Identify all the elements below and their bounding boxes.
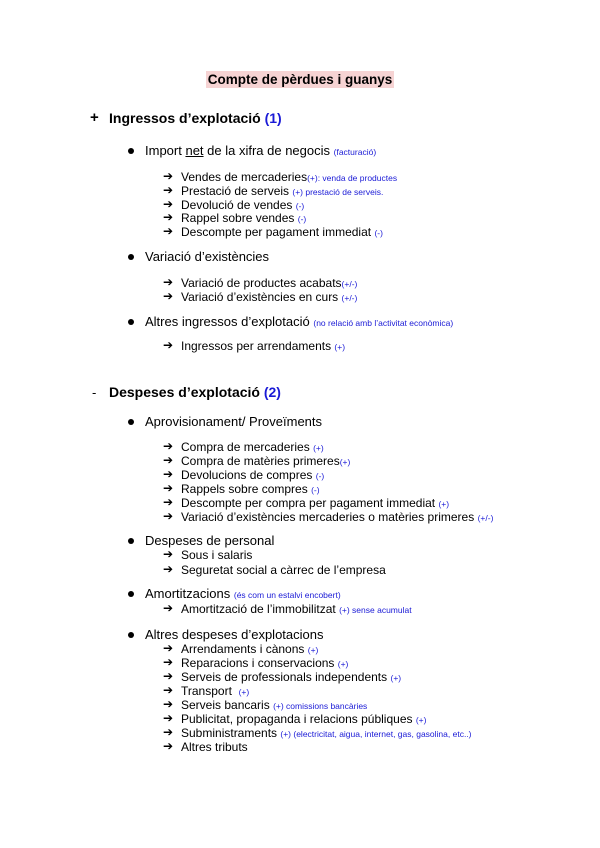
right-arrow-icon: ➔ xyxy=(163,197,174,211)
list-item-sign: (+) prestació de serveis. xyxy=(292,187,384,197)
list-item xyxy=(0,548,600,562)
list-item-sign: (+) (electricitat, aigua, internet, gas, gasolina, etc..) xyxy=(280,729,472,739)
list-item xyxy=(0,563,600,577)
list-item-label: Descompte per pagament immediat xyxy=(181,225,372,239)
right-arrow-icon: ➔ xyxy=(163,669,174,683)
list-item-text xyxy=(181,211,306,225)
list-item-label: Prestació de serveis xyxy=(181,184,290,198)
bullet-item xyxy=(0,249,600,267)
bullet-item xyxy=(0,414,600,432)
list-item-text xyxy=(181,670,401,684)
bullet-label-pre: Import xyxy=(145,143,186,158)
bullet-note: (facturació) xyxy=(333,147,377,157)
list-item-label: Variació d’existències mercaderies o matèries primeres xyxy=(181,510,475,524)
list-item-sign: (+) xyxy=(415,715,427,725)
list-item-text xyxy=(181,726,472,740)
right-arrow-icon: ➔ xyxy=(163,711,174,725)
list-item-text xyxy=(181,184,383,198)
right-arrow-icon: ➔ xyxy=(163,467,174,481)
list-item-text xyxy=(181,698,367,712)
list-item xyxy=(0,198,600,212)
right-arrow-icon: ➔ xyxy=(163,683,174,697)
list-item-label: Arrendaments i cànons xyxy=(181,642,305,656)
list-item xyxy=(0,468,600,482)
right-arrow-icon: ➔ xyxy=(163,481,174,495)
right-arrow-icon: ➔ xyxy=(163,697,174,711)
list-item-sign: (+) xyxy=(390,673,402,683)
bullet-label-text: Amortitzacions xyxy=(145,586,231,601)
minus-sign: - xyxy=(92,385,97,400)
list-item xyxy=(0,602,600,616)
list-item xyxy=(0,339,600,353)
list-item-sign: (+/-) xyxy=(477,513,494,523)
list-item xyxy=(0,684,600,698)
section-expenses-heading xyxy=(0,384,600,404)
list-item-sign: (+) comissions bancàries xyxy=(273,701,368,711)
list-item-sign: (+/-) xyxy=(341,293,358,303)
bullet-label: Despeses de personal xyxy=(145,533,275,548)
list-item-label: Reparacions i conservacions xyxy=(181,656,335,670)
list-item-text xyxy=(181,225,383,239)
list-item-sign: (+) xyxy=(339,457,351,467)
list-item-label: Compra de matèries primeres xyxy=(181,454,340,468)
bullet-dot-icon xyxy=(128,148,134,154)
list-item-label: Descompte per compra per pagament immediat xyxy=(181,496,436,510)
plus-sign: + xyxy=(90,109,99,126)
list-item-text xyxy=(181,290,357,304)
list-item xyxy=(0,712,600,726)
list-item-label: Ingressos per arrendaments xyxy=(181,339,332,353)
list-item xyxy=(0,726,600,740)
list-item-sign: (-) xyxy=(315,471,325,481)
right-arrow-icon: ➔ xyxy=(163,169,174,183)
list-item xyxy=(0,496,600,510)
list-item-sign: (-) xyxy=(295,201,305,211)
right-arrow-icon: ➔ xyxy=(163,338,174,352)
right-arrow-icon: ➔ xyxy=(163,739,174,753)
bullet-label-underlined: net xyxy=(185,143,204,158)
right-arrow-icon: ➔ xyxy=(163,562,174,576)
bullet-label: Variació d’existències xyxy=(145,249,270,264)
list-item-label: Rappels sobre compres xyxy=(181,482,308,496)
list-item xyxy=(0,510,600,524)
list-item-text xyxy=(181,276,357,290)
list-item-label: Variació de productes acabats xyxy=(181,276,342,290)
bullet-note: (és com un estalvi encobert) xyxy=(233,590,341,600)
list-item-text xyxy=(181,712,426,726)
list-item-label: Vendes de mercaderies xyxy=(181,170,308,184)
bullet-label xyxy=(145,143,376,158)
list-item-text xyxy=(181,548,252,562)
right-arrow-icon: ➔ xyxy=(163,509,174,523)
list-item xyxy=(0,656,600,670)
list-item-sign: (-) xyxy=(374,228,383,238)
right-arrow-icon: ➔ xyxy=(163,601,174,615)
right-arrow-icon: ➔ xyxy=(163,725,174,739)
list-item-label: Publicitat, propaganda i relacions públiques xyxy=(181,712,413,726)
section-expenses-title xyxy=(109,384,281,400)
list-item-text xyxy=(181,563,386,577)
list-item-label: Serveis de professionals independents xyxy=(181,670,388,684)
bullet-dot-icon xyxy=(128,538,134,544)
list-item xyxy=(0,184,600,198)
bullet-label: Aprovisionament/ Proveïments xyxy=(145,414,323,429)
section-income-title xyxy=(109,110,282,126)
list-item xyxy=(0,454,600,468)
list-item xyxy=(0,482,600,496)
document-title-text: Compte de pèrdues i guanys xyxy=(207,72,393,87)
list-item-label: Compra de mercaderies xyxy=(181,440,310,454)
list-item xyxy=(0,170,600,184)
list-item-text xyxy=(181,440,324,454)
section-income-heading xyxy=(0,110,600,130)
list-item-text xyxy=(181,496,449,510)
bullet-note: (no relació amb l’activitat econòmica) xyxy=(313,318,454,328)
list-item-sign: (+): venda de productes xyxy=(307,173,398,183)
bullet-dot-icon xyxy=(128,319,134,325)
list-item-label: Devolució de vendes xyxy=(181,198,293,212)
list-item-sign: (+/-) xyxy=(341,279,358,289)
list-item-label: Subministraments xyxy=(181,726,278,740)
list-item-sign: (+) xyxy=(313,443,324,453)
list-item-label: Devolucions de compres xyxy=(181,468,313,482)
list-item-text xyxy=(181,454,350,468)
list-item-label: Altres tributs xyxy=(181,740,248,754)
list-item-text xyxy=(181,198,304,212)
list-item xyxy=(0,211,600,225)
right-arrow-icon: ➔ xyxy=(163,641,174,655)
right-arrow-icon: ➔ xyxy=(163,275,174,289)
bullet-dot-icon xyxy=(128,632,134,638)
list-item-sign: (-) xyxy=(311,485,320,495)
list-item xyxy=(0,740,600,754)
list-item xyxy=(0,698,600,712)
section-income-number: (1) xyxy=(264,110,282,126)
list-item-sign: (-) xyxy=(297,214,307,224)
bullet-label-post: de la xifra de negocis xyxy=(203,143,331,158)
bullet-item xyxy=(0,314,600,332)
right-arrow-icon: ➔ xyxy=(163,224,174,238)
right-arrow-icon: ➔ xyxy=(163,453,174,467)
section-expenses-title-text: Despeses d’explotació xyxy=(109,384,260,400)
bullet-dot-icon xyxy=(128,419,134,425)
right-arrow-icon: ➔ xyxy=(163,655,174,669)
list-item-label: Seguretat social a càrrec de l’empresa xyxy=(181,563,386,577)
list-item-sign: (+) xyxy=(307,645,319,655)
bullet-label: Altres despeses d’explotacions xyxy=(145,627,324,642)
list-item xyxy=(0,276,600,290)
list-item-sign: (+) xyxy=(337,659,349,669)
list-item-text xyxy=(181,482,320,496)
list-item xyxy=(0,642,600,656)
section-income-title-text: Ingressos d’explotació xyxy=(109,110,261,126)
list-item-text xyxy=(181,510,493,524)
list-item-text xyxy=(181,468,324,482)
bullet-label xyxy=(145,586,341,601)
list-item xyxy=(0,290,600,304)
right-arrow-icon: ➔ xyxy=(163,210,174,224)
list-item-text xyxy=(181,684,249,698)
right-arrow-icon: ➔ xyxy=(163,289,174,303)
bullet-item xyxy=(0,143,600,161)
list-item-sign: (+) xyxy=(334,342,346,352)
right-arrow-icon: ➔ xyxy=(163,547,174,561)
list-item-sign: (+) xyxy=(238,687,250,697)
bullet-dot-icon xyxy=(128,591,134,597)
list-item-text xyxy=(181,642,318,656)
list-item-text xyxy=(181,339,345,353)
right-arrow-icon: ➔ xyxy=(163,439,174,453)
list-item-text xyxy=(181,602,412,616)
bullet-label xyxy=(145,314,453,329)
list-item-label: Amortització de l’immobilitzat xyxy=(181,602,336,616)
bullet-dot-icon xyxy=(128,254,134,260)
list-item-label: Serveis bancaris xyxy=(181,698,270,712)
list-item-sign: (+) sense acumulat xyxy=(339,605,412,615)
list-item-label: Sous i salaris xyxy=(181,548,253,562)
list-item-label: Rappel sobre vendes xyxy=(181,211,295,225)
list-item xyxy=(0,670,600,684)
right-arrow-icon: ➔ xyxy=(163,495,174,509)
list-item-text xyxy=(181,170,397,184)
list-item xyxy=(0,440,600,454)
right-arrow-icon: ➔ xyxy=(163,183,174,197)
list-item-sign: (+) xyxy=(438,499,450,509)
bullet-label-text: Altres ingressos d’explotació xyxy=(145,314,310,329)
list-item-label: Transport xyxy=(181,684,232,698)
list-item-label: Variació d’existències en curs xyxy=(181,290,339,304)
list-item xyxy=(0,225,600,239)
list-item-text xyxy=(181,656,348,670)
section-expenses-number: (2) xyxy=(263,384,281,400)
list-item-text xyxy=(181,740,248,754)
document-title xyxy=(0,71,600,89)
